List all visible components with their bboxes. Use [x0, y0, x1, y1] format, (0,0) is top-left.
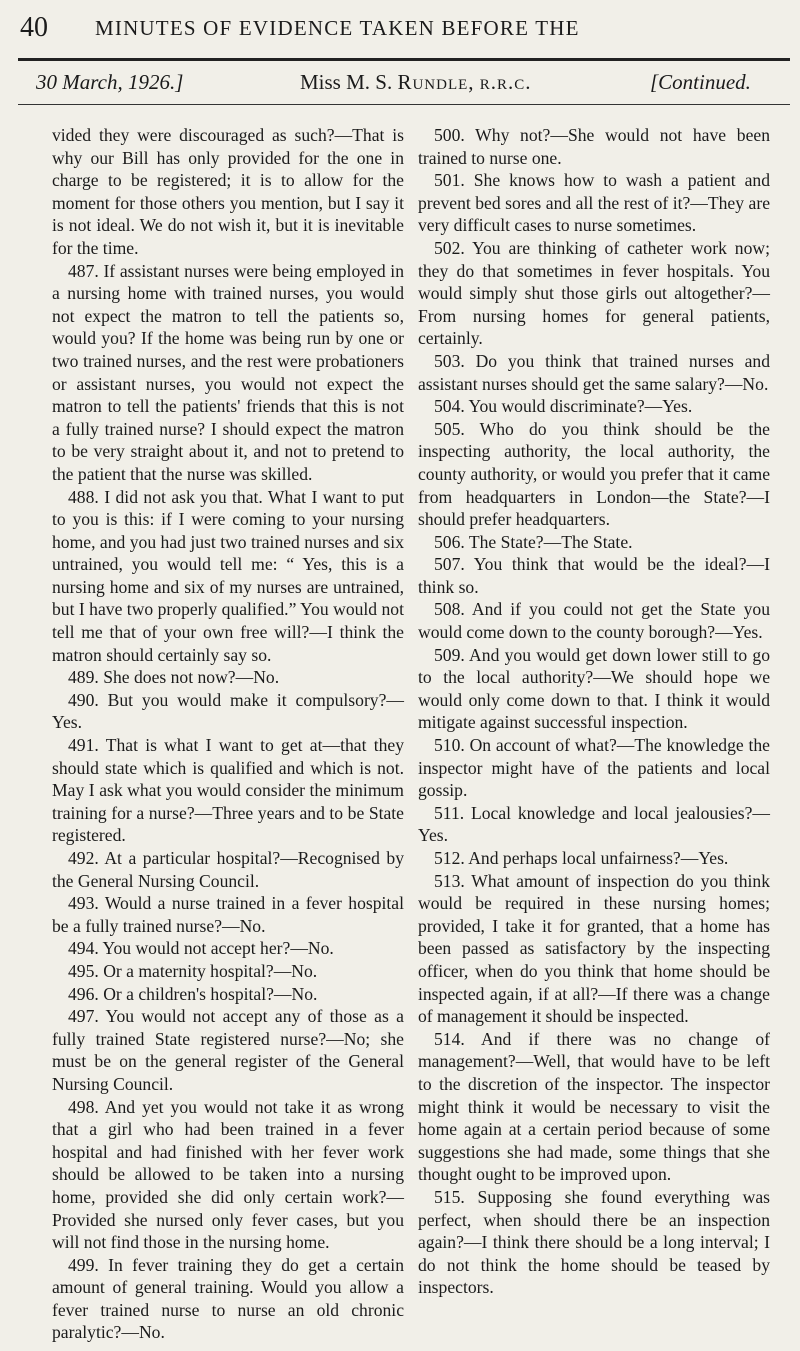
running-head: MINUTES OF EVIDENCE TAKEN BEFORE THE	[95, 16, 580, 40]
page-header	[0, 0, 800, 60]
paragraph: 502. You are thinking of catheter work now; they do that sometimes in fever hospitals. You would simply shut those girls out altogether?—From nursing homes for general patients, certainly.	[418, 237, 770, 349]
subheader	[0, 66, 800, 106]
paragraph: 491. That is what I want to get at—that they should state which is qualified and which is not. May I ask what you would consider the minimum training for a nurse?—Three years and to be State registered.	[52, 735, 404, 846]
paragraph: 506. The State?—The State.	[434, 531, 633, 552]
subheader-rule	[18, 104, 790, 105]
paragraph: 511. Local knowledge and local jealousies?—Yes.	[418, 802, 770, 846]
header-rule	[18, 58, 790, 61]
paragraph: 512. And perhaps local unfairness?—Yes.	[434, 848, 729, 868]
paragraph: 490. But you would make it compulsory?—Yes.	[52, 689, 404, 733]
continued-label: [Continued.	[650, 70, 751, 94]
paragraph: 508. And if you could not get the State you would come down to the county borough?—Yes.	[418, 599, 770, 643]
right-column	[418, 124, 770, 1299]
paragraph: 503. Do you think that trained nurses and assistant nurses should get the same salary?—No.	[418, 350, 770, 394]
paragraph: 507. You think that would be the ideal?—I think so.	[418, 554, 770, 597]
page-number: 40	[20, 12, 48, 43]
paragraph: 514. And if there was no change of management?—Well, that would have to be left to the discretion of the inspector. The inspector might think it would be necessary to visit the home again at a certain period because of some suggestions she had made, some things that she thought ought to be improved upon.	[418, 1028, 770, 1185]
paragraph: 488. I did not ask you that. What I want to put to you is this: if I were coming to your nursing home, and you had just two trained nurses and six untrained, you would tell me: “ Yes, this is a nursing home and six of my nurses are untrained, but I have two properly qualified.” You would not tell me that of your own free will?—I think the matron should certainly say so.	[52, 486, 404, 665]
paragraph: vided they were discouraged as such?—That is why our Bill has only provided for the one in charge to be registered; it is to allow for the moment for those others you mention, but I say it is not ideal. We do not wish it, but it is inevitable for the time.	[52, 125, 404, 258]
paragraph: 515. Supposing she found everything was perfect, when should there be an inspection again?—I think there should be a long interval; I do not think the home should be teased by inspectors.	[418, 1186, 770, 1298]
paragraph: 495. Or a maternity hospital?—No.	[68, 960, 318, 981]
paragraph: 493. Would a nurse trained in a fever hospital be a fully trained nurse?—No.	[52, 893, 404, 936]
paragraph: 496. Or a children's hospital?—No.	[68, 983, 318, 1004]
paragraph: 501. She knows how to wash a patient and prevent bed sores and all the rest of it?—They are very difficult cases to nurse sometimes.	[418, 170, 770, 236]
paragraph: 505. Who do you think should be the inspecting authority, the local authority, the county authority, or would you prefer that it came from headquarters in London—the State?—I should prefer headquarters.	[418, 418, 770, 530]
witness-line	[300, 70, 532, 95]
paragraph: 497. You would not accept any of those as a fully trained State registered nurse?—No; she must be on the general register of the General Nursing Council.	[52, 1006, 404, 1094]
witness-suffix: r.r.c.	[479, 70, 532, 94]
paragraph: 510. On account of what?—The knowledge the inspector might have of the patients and local gossip.	[418, 735, 770, 801]
paragraph: 489. She does not now?—No.	[68, 667, 280, 688]
paragraph: 494. You would not accept her?—No.	[68, 938, 334, 959]
paragraph: 492. At a particular hospital?—Recognised by the General Nursing Council.	[52, 848, 404, 891]
paragraph: 500. Why not?—She would not have been trained to nurse one.	[418, 125, 770, 168]
paragraph: 509. And you would get down lower still to go to the local authority?—We should hope we would only come down to that. I think it would mitigate against successful inspection.	[418, 644, 770, 733]
hearing-date: 30 March, 1926.]	[36, 70, 184, 94]
paragraph: 513. What amount of inspection do you think would be required in these nursing homes; provided, I take it for granted, that a home has been passed as satisfactory by the inspecting officer, when do you think that home should be inspected again, if at all?—If there was a change of management it should be inspected.	[418, 870, 770, 1027]
paragraph: 499. In fever training they do get a certain amount of general training. Would you allow a fever trained nurse to nurse an old chronic paralytic?—No.	[52, 1254, 404, 1343]
witness-prefix: Miss M. S.	[300, 70, 393, 94]
paragraph: 504. You would discriminate?—Yes.	[434, 396, 693, 417]
paragraph: 487. If assistant nurses were being employed in a nursing home with trained nurses, you would not expect the matron to tell the patients so, would you? If the home was being run by one or two trained nurses, and the rest were probationers or assistant nurses, you would not expect the matron to tell the patients' friends that this is not a fully trained nurse? I should expect the matron to be very straight about it, and not to pretend to the patient that the nurse was skilled.	[52, 260, 404, 484]
left-column	[52, 124, 404, 1344]
witness-name: Rundle,	[397, 70, 475, 94]
paragraph: 498. And yet you would not take it as wrong that a girl who had been trained in a fever hospital and had finished with her fever work should be allowed to be taken into a nursing home, provided she did only certain work?—Provided she nursed only fever cases, but you will not find those in the nursing home.	[52, 1096, 404, 1253]
